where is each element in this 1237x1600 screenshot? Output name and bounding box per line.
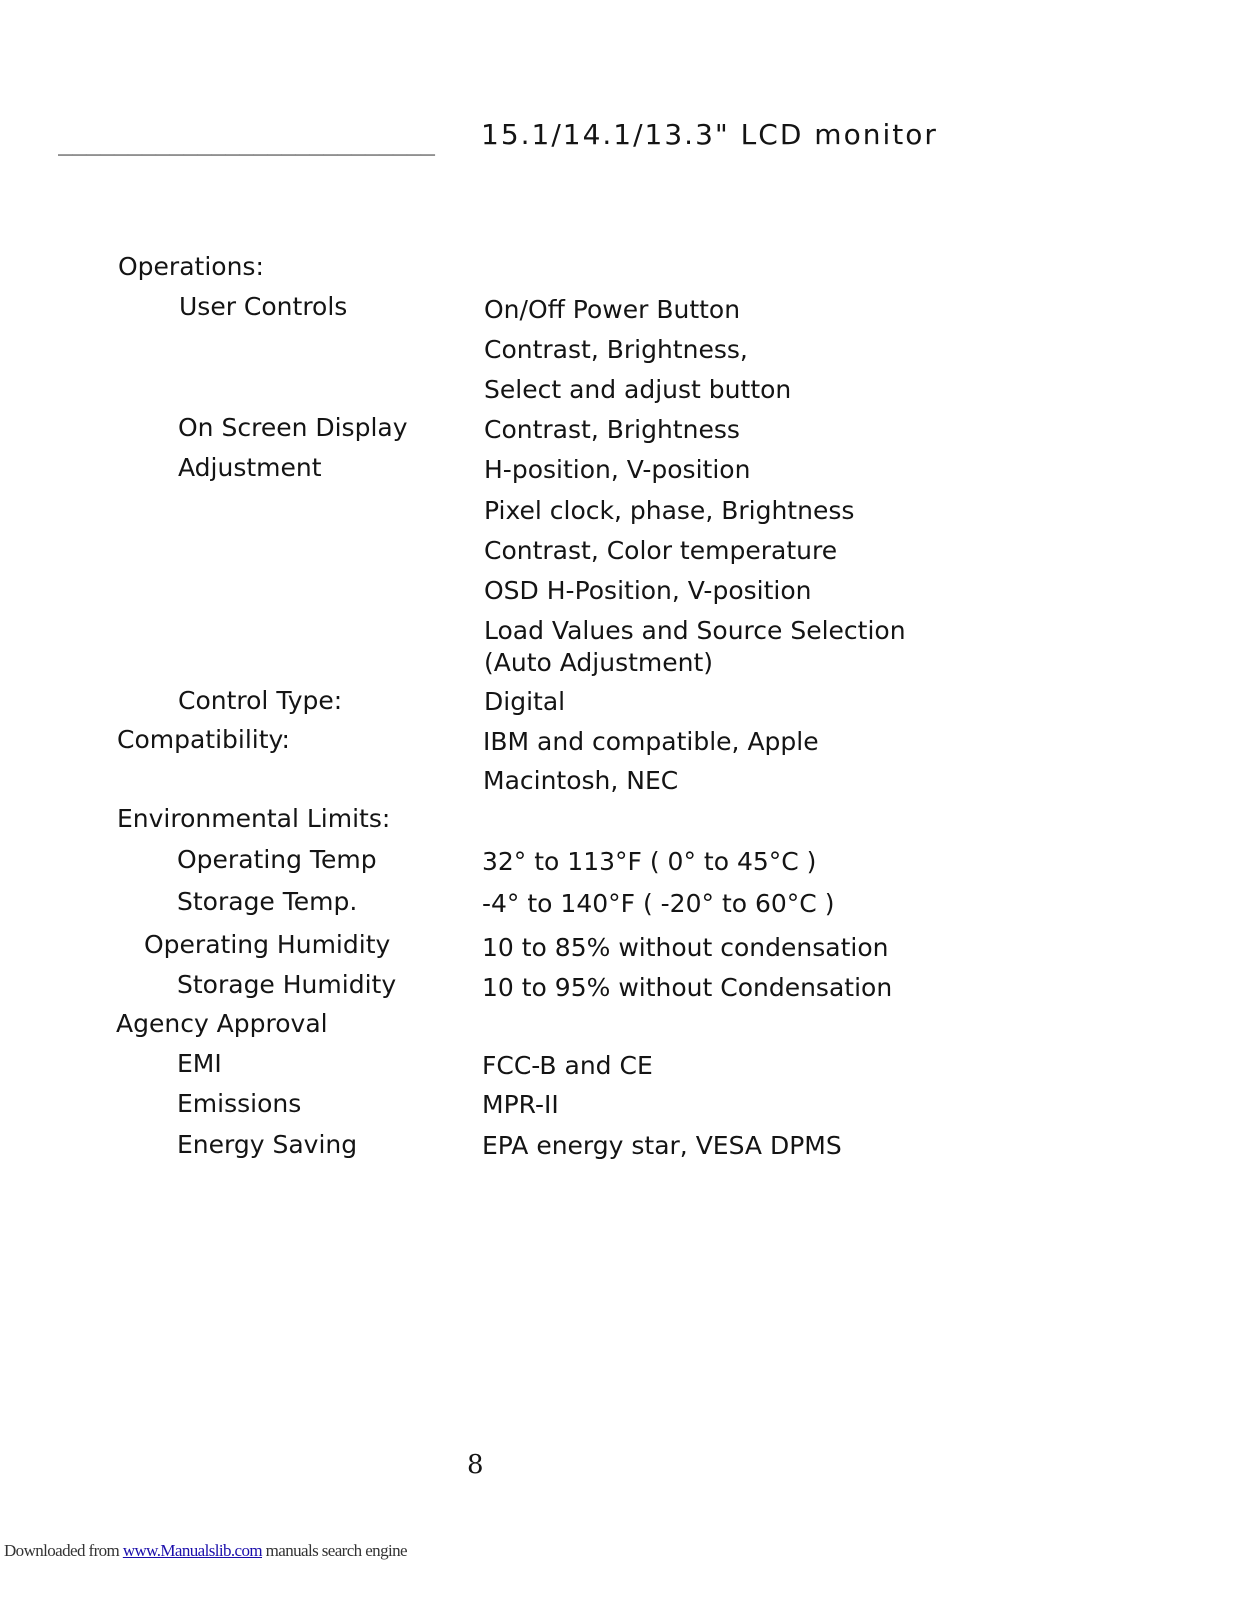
user-controls-label: User Controls	[179, 292, 348, 321]
environmental-value: 32° to 113°F ( 0° to 45°C )	[482, 847, 817, 876]
environmental-value: -4° to 140°F ( -20° to 60°C )	[482, 889, 835, 918]
compatibility-label: Compatibility:	[117, 725, 290, 754]
osd-value: Contrast, Brightness	[484, 415, 740, 444]
osd-value: Pixel clock, phase, Brightness	[484, 496, 855, 525]
agency-value: MPR-II	[482, 1090, 559, 1119]
osd-label: Adjustment	[178, 453, 322, 482]
environmental-label: Operating Humidity	[144, 930, 391, 959]
manualslib-link[interactable]: www.Manualslib.com	[122, 1541, 263, 1560]
osd-value: (Auto Adjustment)	[484, 648, 714, 677]
header-rule: ___________________________	[58, 128, 435, 156]
agency-heading: Agency Approval	[116, 1009, 328, 1038]
footer-prefix: Downloaded from	[4, 1541, 123, 1560]
operations-heading: Operations:	[118, 252, 264, 281]
osd-value: H-position, V-position	[484, 455, 751, 484]
user-controls-value: Contrast, Brightness,	[484, 335, 748, 364]
agency-label: Energy Saving	[177, 1130, 358, 1159]
user-controls-value: On/Off Power Button	[484, 295, 741, 324]
page-number: 8	[467, 1450, 484, 1480]
environmental-heading: Environmental Limits:	[117, 804, 391, 833]
control-type-value: Digital	[484, 687, 566, 716]
agency-value: FCC-B and CE	[482, 1051, 653, 1080]
osd-label: On Screen Display	[178, 413, 408, 442]
environmental-label: Storage Humidity	[177, 970, 397, 999]
compatibility-value: Macintosh, NEC	[483, 766, 679, 795]
environmental-value: 10 to 85% without condensation	[482, 933, 889, 962]
download-footer	[4, 1541, 407, 1561]
osd-value: Contrast, Color temperature	[484, 536, 838, 565]
environmental-label: Storage Temp.	[177, 887, 358, 916]
user-controls-value: Select and adjust button	[484, 375, 792, 404]
page-header-title: 15.1/14.1/13.3" LCD monitor	[481, 118, 938, 151]
osd-value: OSD H-Position, V-position	[484, 576, 812, 605]
compatibility-value: IBM and compatible, Apple	[483, 727, 819, 756]
agency-label: Emissions	[177, 1089, 302, 1118]
agency-label: EMI	[177, 1049, 222, 1078]
agency-value: EPA energy star, VESA DPMS	[482, 1131, 842, 1160]
osd-value: Load Values and Source Selection	[484, 616, 906, 645]
control-type-label: Control Type:	[178, 686, 343, 715]
environmental-value: 10 to 95% without Condensation	[482, 973, 893, 1002]
footer-suffix: manuals search engine	[262, 1541, 407, 1560]
environmental-label: Operating Temp	[177, 845, 377, 874]
